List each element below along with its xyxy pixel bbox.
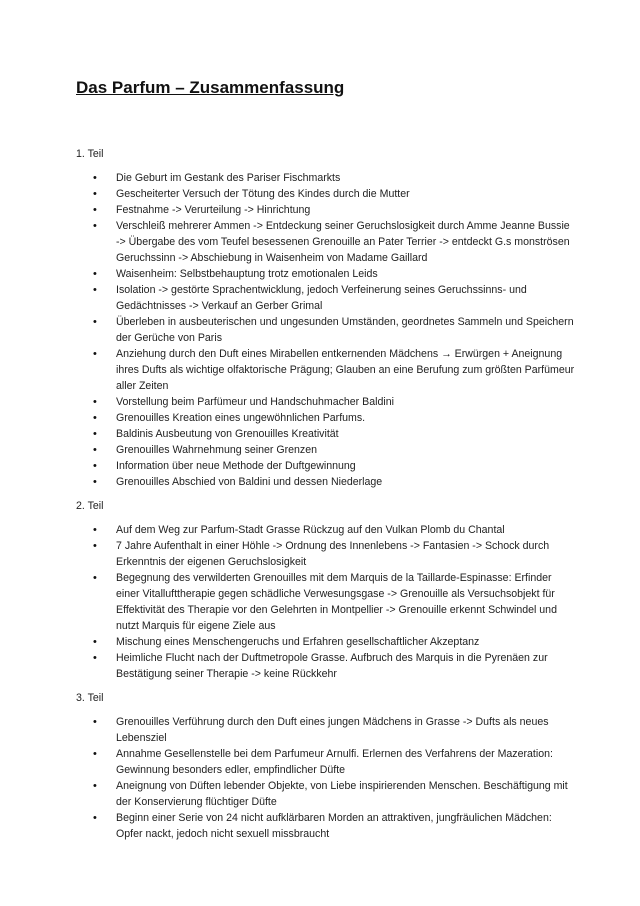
bullet-list — [76, 522, 576, 682]
bullet-list — [76, 170, 576, 490]
list-item: • Die Geburt im Gestank des Pariser Fischmarkts — [76, 170, 576, 186]
list-item: • Mischung eines Menschengeruchs und Erfahren gesellschaftlicher Akzeptanz — [76, 634, 576, 650]
list-item: • Gescheiterter Versuch der Tötung des Kindes durch die Mutter — [76, 186, 576, 202]
list-item: • 7 Jahre Aufenthalt in einer Höhle -> Ordnung des Innenlebens -> Fantasien -> Schock durch Erkenntnis der eigenen Geruchslosigkeit — [76, 538, 576, 570]
list-item: • Waisenheim: Selbstbehauptung trotz emotionalen Leids — [76, 266, 576, 282]
list-item: • Verschleiß mehrerer Ammen -> Entdeckung seiner Geruchslosigkeit durch Amme Jeanne Bussie -> Übergabe des vom Teufel besessenen Grenouille an Pater Terrier -> entdeckt G.s monströsen Geruchssinn -> Abschiebung in Waisenheim von Madame Gaillard — [76, 218, 576, 266]
list-item: • Annahme Gesellenstelle bei dem Parfumeur Arnulfi. Erlernen des Verfahrens der Mazeration: Gewinnung besonders edler, empfindlicher Düfte — [76, 746, 576, 778]
list-item: • Grenouilles Kreation eines ungewöhnlichen Parfums. — [76, 410, 576, 426]
list-item: • Grenouilles Verführung durch den Duft eines jungen Mädchens in Grasse -> Dufts als neues Lebensziel — [76, 714, 576, 746]
bullet-list — [76, 714, 576, 842]
list-item: • Vorstellung beim Parfümeur und Handschuhmacher Baldini — [76, 394, 576, 410]
list-item: • Aneignung von Düften lebender Objekte, von Liebe inspirierenden Menschen. Beschäftigung mit der Konservierung flüchtiger Düfte — [76, 778, 576, 810]
section-heading: 2. Teil — [76, 500, 104, 512]
list-item: • Heimliche Flucht nach der Duftmetropole Grasse. Aufbruch des Marquis in die Pyrenäen zur Bestätigung seiner Therapie -> keine Rückkehr — [76, 650, 576, 682]
list-item: • Grenouilles Wahrnehmung seiner Grenzen — [76, 442, 576, 458]
list-item: • Überleben in ausbeuterischen und ungesunden Umständen, geordnetes Sammeln und Speichern der Gerüche von Paris — [76, 314, 576, 346]
list-item: • Auf dem Weg zur Parfum-Stadt Grasse Rückzug auf den Vulkan Plomb du Chantal — [76, 522, 576, 538]
section-part-1 — [76, 146, 576, 490]
list-item: • Grenouilles Abschied von Baldini und dessen Niederlage — [76, 474, 576, 490]
section-heading: 3. Teil — [76, 692, 104, 704]
list-item: • Beginn einer Serie von 24 nicht aufklärbaren Morden an attraktiven, jungfräulichen Mädchen: Opfer nackt, jedoch nicht sexuell missbraucht — [76, 810, 576, 842]
list-item: • Isolation -> gestörte Sprachentwicklung, jedoch Verfeinerung seines Geruchssinns- und Gedächtnisses -> Verkauf an Gerber Grimal — [76, 282, 576, 314]
section-heading: 1. Teil — [76, 148, 104, 160]
document-title: Das Parfum – Zusammenfassung — [76, 78, 345, 97]
list-item: • Baldinis Ausbeutung von Grenouilles Kreativität — [76, 426, 576, 442]
list-item: • Begegnung des verwilderten Grenouilles mit dem Marquis de la Taillarde-Espinasse: Erfinder einer Vitallufttherapie gegen schädliche Verwesungsgase -> Grenouille als Versuchsobjekt für Effektivität des Therapie vor den Gelehrten in Montpellier -> Grenouille erkennt Schwindel und nutzt Marquis für eigene Ziele aus — [76, 570, 576, 634]
list-item: • Anziehung durch den Duft eines Mirabellen entkernenden Mädchens → Erwürgen + Aneignung ihres Dufts als wichtige olfaktorische Prägung; Glauben an eine Berufung zum größten Parfümeur aller Zeiten — [76, 346, 576, 394]
section-part-3 — [76, 690, 576, 842]
list-item: • Festnahme -> Verurteilung -> Hinrichtung — [76, 202, 576, 218]
list-item: • Information über neue Methode der Duftgewinnung — [76, 458, 576, 474]
document-content — [76, 146, 576, 850]
section-part-2 — [76, 498, 576, 682]
